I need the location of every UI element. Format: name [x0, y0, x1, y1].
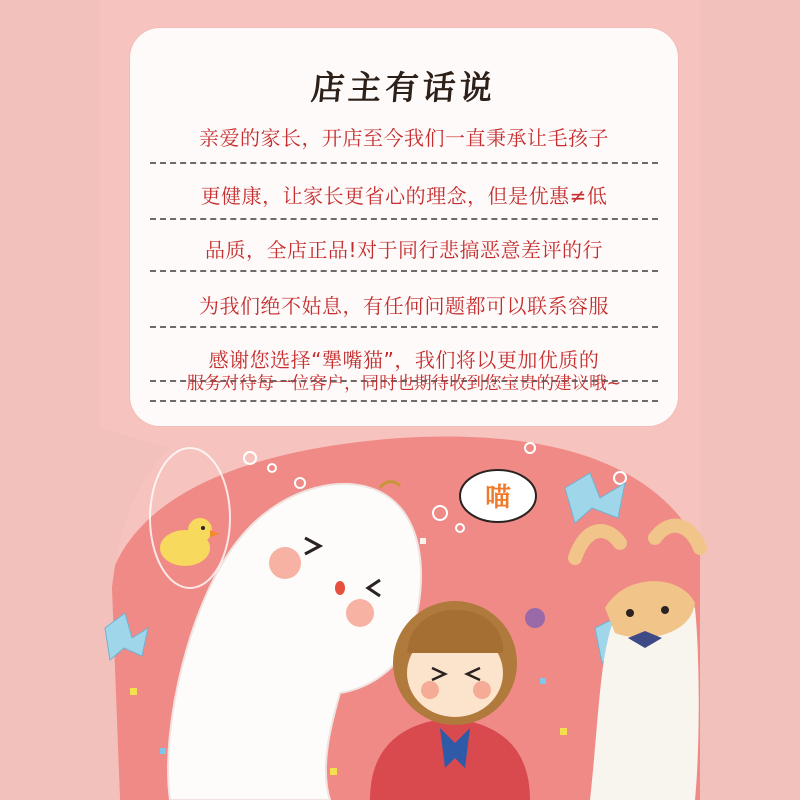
dashed-divider — [150, 270, 658, 272]
speech-bubble — [460, 470, 536, 522]
note-line-4: 为我们绝不姑息，有任何问题都可以联系容服 — [199, 294, 609, 318]
note-line-1: 亲爱的家长，开店至今我们一直秉承让毛孩子 — [199, 126, 609, 150]
note-line-2: 更健康，让家长更省心的理念，但是优惠≠低 — [200, 184, 608, 208]
dashed-divider — [150, 162, 658, 164]
speech-bubble-text: 喵 — [484, 483, 512, 513]
dashed-divider — [150, 326, 658, 328]
cartoon-illustration — [0, 428, 800, 800]
note-title: 店主有话说 — [309, 68, 499, 107]
dashed-divider — [150, 218, 658, 220]
note-line-3: 品质，全店正品!对于同行悲搞恶意差评的行 — [204, 238, 604, 262]
shopkeeper-note-card — [130, 28, 678, 426]
note-line-5: 感谢您选择“犟嘴猫”，我们将以更加优质的 — [208, 348, 600, 372]
dashed-divider — [150, 400, 658, 402]
note-line-6: 服务对待每一位客户，同时也期待收到您宝贵的建议哦~ — [186, 374, 622, 394]
